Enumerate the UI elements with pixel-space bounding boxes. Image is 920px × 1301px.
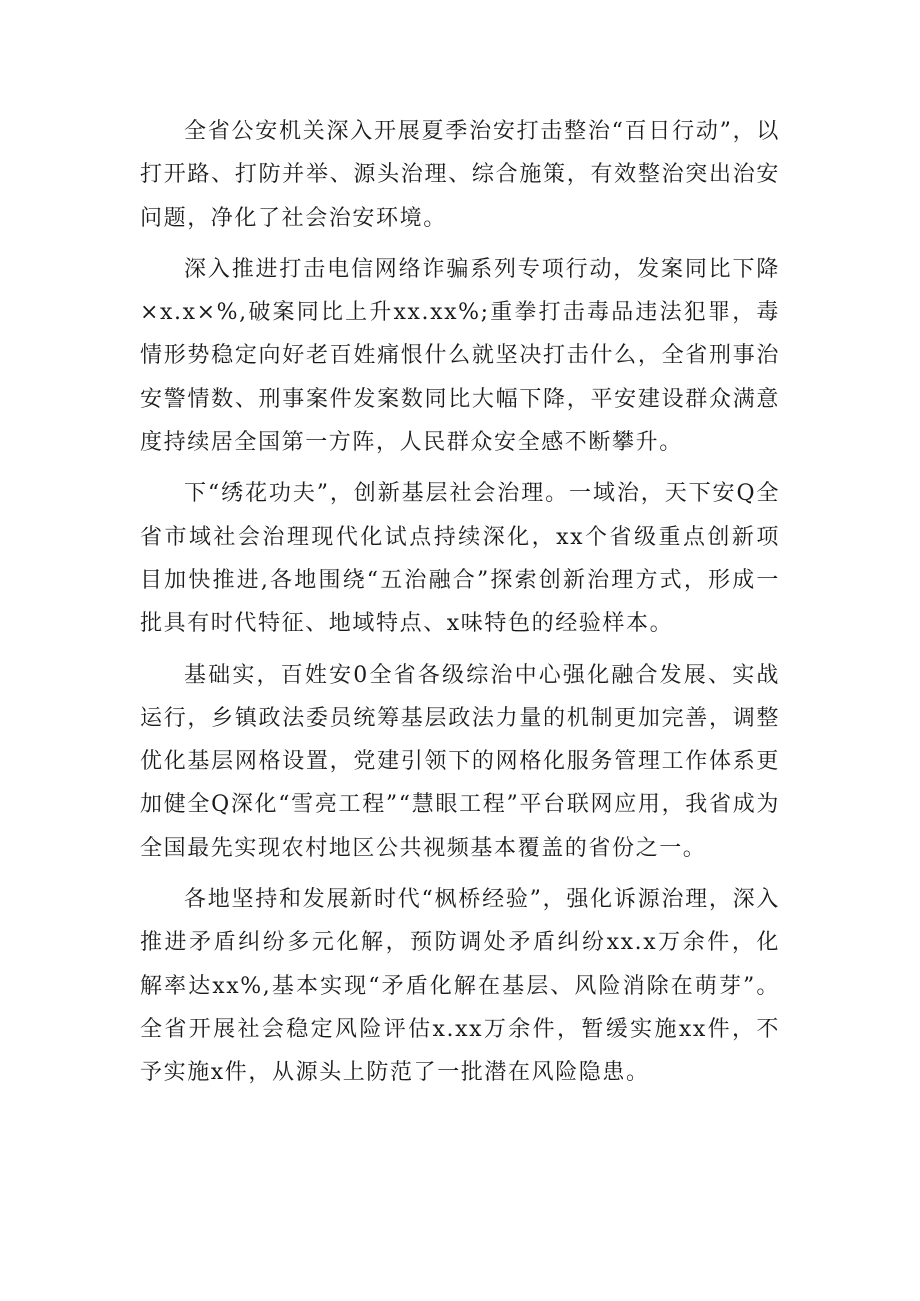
paragraph-grassroots-governance: 下“绣花功夫”，创新基层社会治理。一域治，天下安Q全省市域社会治理现代化试点持续深化，xx个省级重点创新项目加快推进,各地围绕“五治融合”探索创新治理方式，形成一批具有时代特征、地域特点、x味特色的经验样本。 [140,481,780,637]
paragraph-fengqiao-experience: 各地坚持和发展新时代“枫桥经验”，强化诉源治理，深入推进矛盾纠纷多元化解，预防调处矛盾纠纷xx.x万余件，化解率达xx%,基本实现“矛盾化解在基层、风险消除在萌芽”。全省开展社会稳定风险评估x.xx万余件，暂缓实施xx件，不予实施x件，从源头上防范了一批潜在风险隐患。 [140,887,780,1086]
paragraph-comprehensive-management-centers: 基础实，百姓安0全省各级综治中心强化融合发展、实战运行，乡镇政法委员统筹基层政法力量的机制更加完善，调整优化基层网格设置，党建引领下的网格化服务管理工作体系更加健全Q深化“雪亮工程”“慧眼工程”平台联网应用，我省成为全国最先实现农村地区公共视频基本覆盖的省份之一。 [140,662,780,861]
paragraph-telecom-fraud-crackdown: 深入推进打击电信网络诈骗系列专项行动，发案同比下降×x.x×%,破案同比上升xx.xx%;重拳打击毒品违法犯罪，毒情形势稳定向好老百姓痛恨什么就坚决打击什么，全省刑事治安警情数、刑事案件发案数同比大幅下降，平安建设群众满意度持续居全国第一方阵，人民群众安全感不断攀升。 [140,256,780,456]
paragraph-public-security-campaign: 全省公安机关深入开展夏季治安打击整治“百日行动”，以打开路、打防并举、源头治理、综合施策，有效整治突出治安问题，净化了社会治安环境。 [140,119,780,231]
